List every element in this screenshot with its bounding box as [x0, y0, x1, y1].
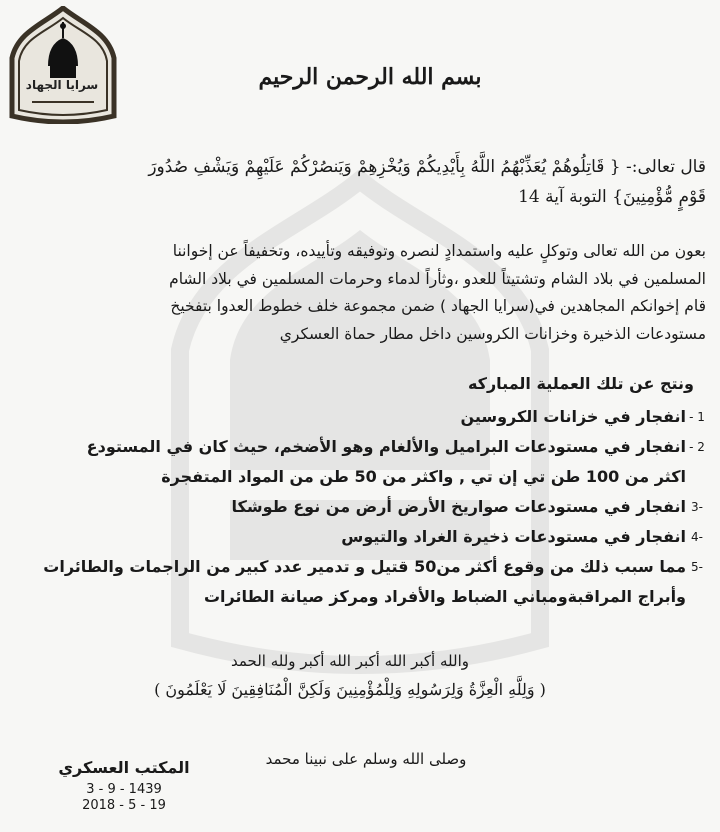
paragraph-line: قام إخوانكم المجاهدين في(سرايا الجهاد ) ضمن مجموعة خلف خطوط العدوا بتفخيخ [170, 297, 706, 315]
paragraph-line: المسلمين في بلاد الشام وتشتيتاً للعدو ،وثأراً لدماء وحرمات المسلمين في بلاد الشام [169, 269, 706, 288]
verse-line: قَوْمٍ مُّؤْمِنِينَ} التوبة آية 14 [518, 187, 706, 207]
item-text: انفجار في مستودعات البراميل والألغام وهو الأضخم، حيث كان في المستودع [86, 437, 686, 456]
list-item [12, 462, 708, 492]
quran-verse [14, 152, 706, 212]
results-heading: ونتج عن تلك العملية المباركه [467, 374, 694, 393]
item-text: اكثر من 100 طن تي إن تي , واكثر من 50 طن من المواد المتفجرة [161, 467, 686, 486]
item-text: وأبراج المراقبةومباني الضباط والأفراد ومركز صيانة الطائرات [203, 587, 686, 606]
verse-line: قال تعالى:- { قَاتِلُوهُمْ يُعَذِّبْهُمُ اللَّهُ بِأَيْدِيكُمْ وَيُخْزِهِمْ وَيَنصُرْكُمْ عَلَيْهِمْ وَيَشْفِ صُدُورَ [148, 157, 706, 177]
list-item [12, 492, 708, 522]
list-item [12, 402, 708, 432]
salat-line: وصلى الله وسلم على نبينا محمد [265, 750, 467, 768]
closing-verse: ( وَلِلَّهِ الْعِزَّةُ وَلِرَسُولِهِ وَلِلْمُؤْمِنِينَ وَلَكِنَّ الْمُنَافِقِينَ لَا يَعْلَمُونَ ) [154, 680, 546, 699]
list-item [12, 582, 708, 612]
statement-paragraph [14, 238, 706, 348]
signatory-office: المكتب العسكري [58, 758, 190, 777]
item-number: -3 [691, 500, 703, 514]
item-number: -4 [691, 530, 703, 544]
item-number [686, 462, 708, 492]
list-item [12, 552, 708, 582]
takbir-line: والله أكبر الله أكبر الله أكبر ولله الحمد [231, 652, 469, 670]
item-number: -5 [691, 560, 703, 574]
item-text: انفجار في خزانات الكروسين [460, 407, 686, 426]
hijri-date: 3 - 9 - 1439 [86, 782, 162, 797]
list-item [12, 522, 708, 552]
gregorian-date: 2018 - 5 - 19 [82, 798, 166, 813]
list-item [12, 432, 708, 462]
item-number: 2 - [689, 440, 705, 454]
logo-emblem [8, 6, 118, 124]
results-list [12, 402, 708, 612]
item-number [686, 582, 708, 612]
paragraph-line: بعون من الله تعالى وتوكلٍ عليه واستمدادٍ لنصره وتوفيقه وتأييده، وتخفيفاً عن إخواننا [172, 242, 706, 260]
item-text: انفجار في مستودعات صواريخ الأرض أرض من نوع طوشكا [231, 497, 686, 516]
bismillah-heading: بسم الله الرحمن الرحيم [258, 64, 482, 90]
item-text: انفجار في مستودعات ذخيرة الغراد والتيوس [341, 527, 686, 546]
paragraph-line: مستودعات الذخيرة وخزانات الكروسين داخل مطار حماة العسكري [279, 324, 706, 343]
logo-label: سرايا الجهاد [25, 78, 99, 92]
item-number: 1 - [689, 410, 705, 424]
item-text: مما سبب ذلك من وقوع أكثر من50 قتيل و تدمير عدد كبير من الراجمات والطائرات [43, 557, 686, 576]
